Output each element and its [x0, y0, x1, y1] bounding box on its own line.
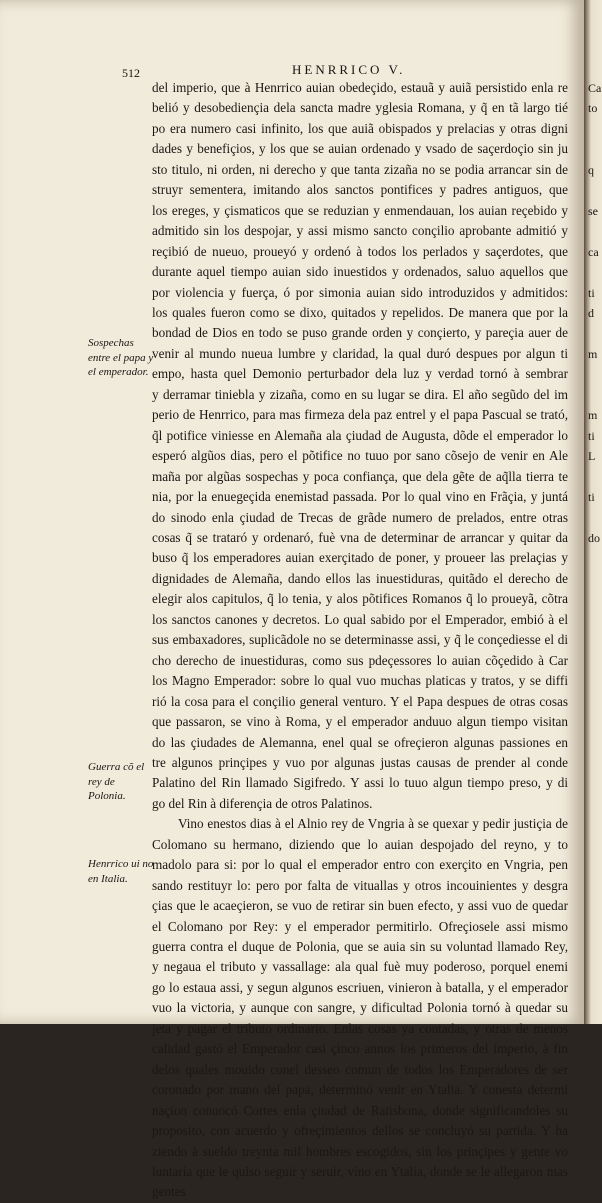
text-line: Palatino del Rin llamado Sigifredo. Y assi lo tuuo algun tiempo preso, y di — [152, 775, 568, 791]
text-line: bondad de Dios en todo se puso grande orden y conçierto, y pareçia auer de — [152, 325, 568, 341]
text-line: los quales fueron como se dixo, quitados y repelidos. De manera que por la — [152, 304, 568, 320]
side-note-henrrico-italia: Henrrico ui no en Italia. — [88, 858, 154, 885]
text-line: Colomano su hermano, diziendo que lo auian despojado del reyno, y to — [152, 836, 568, 852]
text-line: po era numero casi infinito, los que auiã obispados y prelacias y otras digni — [152, 120, 568, 136]
text-line: dades y benefiçios, y los que se auian ordenado y vsado de saçerdoçio sin ju — [152, 141, 568, 157]
text-line: vuo la victoria, y aunque con sangre, y dificultad Polonia tornó à quedar su — [152, 1000, 568, 1016]
text-line: dignidades de Alemaña, dando ellos las inuestiduras, quitãdo el derecho de — [152, 570, 568, 586]
text-line: luntaria que le quiso seguir y seruir, vino en Ytalia, donde se le allegaron mas — [152, 1164, 568, 1180]
text-line: sto titulo, ni orden, ni derecho y que tanta zizaña no se podia arrancar sin de — [152, 161, 568, 177]
text-line: naçion conuocó Cortes enla çiudad de Ratisbona, donde significandoles su — [152, 1102, 568, 1118]
text-line: esperó algũos dias, pero el põtifice no tuuo por sano cõsejo de venir en Ale — [152, 448, 568, 464]
facing-page-fragment: Ca — [588, 81, 602, 95]
facing-page-fragment: q — [588, 162, 594, 177]
side-note-sospechas: Sospechas entre el papa y el emperador. — [88, 337, 154, 378]
facing-page-fragment: L — [588, 449, 596, 464]
text-line: çias que le acaeçieron, se vuo de retirar sin buen efecto, y assi vuo de quedar — [152, 898, 568, 914]
text-line: el Colomano por Rey: y el emperador permitirlo. Ofreçiosele assi mismo — [152, 918, 568, 934]
text-line: sus embaxadores, suplicãdole no se determinasse assi, y q̃ le conçediesse el di — [152, 632, 568, 648]
text-line: ziendo à sueldo treynta mil hombres escogidos, sin los prinçipes y gente vo — [152, 1143, 568, 1159]
text-line: por violencia y fuerça, ó por simonia auian sido introduzidos y admitidos: — [152, 284, 568, 300]
text-line: elegir alos capitulos, q̃ lo tenia, y alos põtifices Romanos q̃ lo proueyã, cõtra — [152, 591, 568, 607]
running-head: HENRRICO V. — [292, 62, 406, 77]
text-line: guerra contra el duque de Polonia, que se auia sin su voluntad llamado Rey, — [152, 939, 568, 955]
text-line: belió y desobediençia dela sancta madre yglesia Romana, y q̃ en tã largo tié — [152, 100, 568, 116]
text-line: cho derecho de inuestiduras, como sus pdeçessores lo auian cõçedido à Car — [152, 652, 568, 668]
text-line: y negaua el tributo y vassallage: ala qual fuè muy poderoso, porquel enemi — [152, 959, 568, 975]
facing-page-fragment: do — [588, 530, 600, 545]
text-line: que passaron, se vino à Roma, y el emperador anduuo algun tiempo visitan — [152, 714, 568, 730]
text-line: reçibió de nueuo, proueyó y ordenó à todos los perlados y saçerdotes, que — [152, 243, 568, 259]
text-line: durante aquel tiempo auian sido inuestidos y ordenados, saluo aquellos que — [152, 264, 568, 280]
text-line: nia, por la enuegeçida enemistad passada. Por lo qual vino en Frãçia, y juntá — [152, 489, 568, 505]
text-line: coronado por mano del papa, determinó venir en Ytalia. Y conesta determi — [152, 1082, 568, 1098]
text-line: go lo estaua assi, y segun algunos escriuen, vinieron à batalla, y el emperador — [152, 979, 568, 995]
facing-page-fragment: ti — [588, 490, 595, 504]
text-line: gentes — [152, 1184, 186, 1200]
text-line: delos quales mouido conel desseo comun de todos los Emperadores de ser — [152, 1061, 568, 1077]
text-line: venir al mundo nueua lumbre y claridad, la qual duró despues por algun ti — [152, 345, 568, 361]
facing-page-fragment: ti — [588, 428, 595, 443]
text-line: do las çiudades de Alemanna, enel qual se ofreçieron algunas passiones en — [152, 734, 568, 750]
text-line: jeta y pagar el tributo ordinario. Enlas cosas ya contadas, y otras de menos — [152, 1020, 568, 1036]
text-line: calidad gastó el Emperador casi çinco annos los primeros del imperio, à fin — [152, 1041, 568, 1057]
facing-page-fragment: d — [588, 305, 594, 320]
text-line: Vino enestos dias à el Alnio rey de Vngria à se quexar y pedir justiçia de — [178, 816, 568, 832]
facing-page-fragment: m — [588, 346, 598, 361]
text-line: sando restituyr lo: pero por falta de vituallas y otros incouinientes y desgra — [152, 877, 568, 893]
text-line: empo, hasta quel Demonio perturbador dela luz y verdad tornó à sembrar — [152, 366, 568, 382]
page-number: 512 — [122, 66, 140, 80]
text-line: cosas q̃ se trataró y ordenaró, fuè vna de determinar de arrancar y quitar da — [152, 529, 568, 545]
text-line: admitido sin los despojar, y assi mismo sancto conçilio aprobante admitió y — [152, 223, 568, 239]
text-line: perio de Henrrico, para mas firmeza dela paz entrel y el papa Pascual se trató, — [152, 407, 568, 423]
text-line: maña por algũas sospechas y poca confiança, que dela gẽte de aq̃lla tierra te — [152, 468, 568, 484]
facing-page-edge — [584, 0, 602, 1024]
facing-page-fragment: se — [588, 203, 598, 218]
text-line: proposito, con acuerdo y ofreçimientos dellos se concluyó su partida. Y ha — [152, 1123, 568, 1139]
text-line: los ereges, y çismaticos que se reduzian y enmendauan, los auian reçebido y — [152, 202, 568, 218]
text-line: rió la cosa para el conçilio general venturo. Y el Papa despues de otras cosas — [152, 693, 568, 709]
text-line: buso q̃ los emperadores auian exerçitado de poner, y proueer las prelaçias y — [152, 550, 568, 566]
text-line: tre algunos prinçipes y vuo por algunas justas causas de prender al conde — [152, 754, 568, 770]
facing-page-fragment: ti — [588, 285, 595, 300]
text-line: y derramar tiniebla y zizaña, como en su lugar se dira. El año segũdo del im — [152, 386, 568, 402]
facing-page-fragment: ca — [588, 244, 599, 259]
text-line: los sanctos canones y decretos. Lo qual sabido por el Emperador, embió à el — [152, 611, 568, 627]
text-line: do sinodo enla çiudad de Trecas de grãde numero de prelados, entre otras — [152, 509, 568, 525]
text-line: madolo para si: por lo qual el emperador entro con exerçito en Vngria, pen — [152, 857, 568, 873]
text-line: q̃l potifice viniesse en Alemaña ala çiudad de Augusta, dõde el emperador lo — [152, 427, 568, 443]
body-text — [152, 78, 568, 1203]
side-note-guerra-polonia: Guerra cõ el rey de Polonia. — [88, 761, 145, 802]
facing-page-fragment: to — [588, 101, 598, 116]
facing-page-fragment: m — [588, 408, 598, 423]
text-line: los Magno Emperador: sobre lo qual vuo muchas platicas y tratos, y se diffi — [152, 673, 568, 689]
text-line: go del Rin à diferençia de otros Palatinos. — [152, 795, 373, 811]
text-line: del imperio, que à Henrrico auian obedeçido, estauã y auiã persistido enla re — [152, 80, 568, 95]
text-line: struyr sementera, imitando alos sanctos pontifices y padres antiguos, que — [152, 182, 568, 198]
